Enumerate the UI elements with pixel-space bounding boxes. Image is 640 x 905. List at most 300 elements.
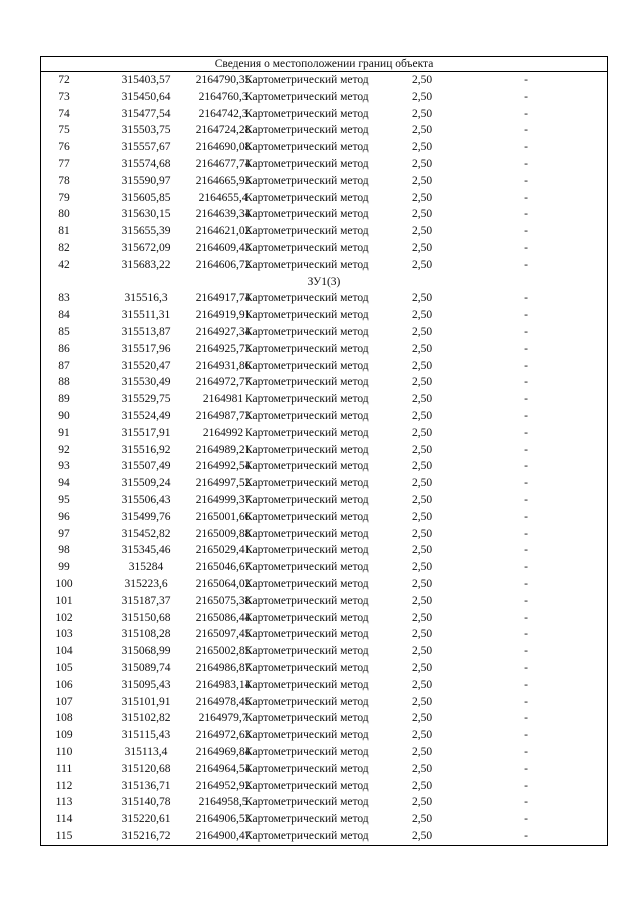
precision: 2,50 — [411, 544, 433, 557]
coord-x: 315101,91 — [121, 695, 171, 708]
coord-y: 2164925,73 — [195, 342, 251, 355]
table-row — [41, 341, 607, 358]
precision: 2,50 — [411, 225, 433, 238]
coord-y: 2165097,45 — [195, 628, 251, 641]
coord-x: 315120,68 — [121, 762, 171, 775]
coord-y: 2164917,74 — [195, 292, 251, 305]
point-number: 109 — [55, 729, 73, 742]
precision: 2,50 — [411, 746, 433, 758]
coord-x: 315150,68 — [121, 611, 171, 624]
coord-y: 2164964,54 — [195, 762, 251, 775]
description: - — [524, 746, 528, 758]
coord-x: 315506,43 — [121, 494, 171, 506]
description: - — [524, 678, 528, 691]
method: Картометрический метод — [245, 393, 369, 406]
table-row — [41, 240, 607, 257]
table-row — [41, 425, 607, 442]
precision: 2,50 — [411, 258, 433, 271]
table-row — [41, 811, 607, 828]
coord-x: 315683,22 — [121, 258, 171, 271]
precision: 2,50 — [411, 342, 433, 355]
precision: 2,50 — [411, 796, 433, 809]
point-number: 108 — [55, 712, 73, 725]
coord-x: 315187,37 — [121, 594, 171, 607]
coord-y: 2165046,67 — [195, 561, 251, 574]
precision: 2,50 — [411, 779, 433, 792]
method: Картометрический метод — [245, 527, 369, 540]
point-number: 84 — [58, 309, 70, 322]
precision: 2,50 — [411, 712, 433, 725]
point-number: 95 — [58, 494, 70, 506]
coord-y: 2164987,73 — [195, 410, 251, 422]
point-number: 81 — [58, 225, 70, 238]
method: Картометрический метод — [245, 561, 369, 574]
coord-y: 2164983,14 — [195, 678, 251, 691]
method: Картометрический метод — [245, 90, 369, 103]
description: - — [524, 443, 528, 456]
precision: 2,50 — [411, 326, 433, 338]
point-number: 76 — [58, 141, 70, 154]
description: - — [524, 342, 528, 355]
point-number: 97 — [58, 527, 70, 540]
point-number: 77 — [58, 158, 70, 170]
point-number: 79 — [58, 191, 70, 204]
coord-x: 315403,57 — [121, 74, 171, 86]
method: Картометрический метод — [245, 510, 369, 523]
coord-x: 315284 — [128, 561, 164, 574]
description: - — [524, 611, 528, 624]
method: Картометрический метод — [245, 460, 369, 473]
coord-x: 315095,43 — [121, 678, 171, 691]
description: - — [524, 326, 528, 338]
coord-y: 2164981 — [202, 393, 244, 406]
coord-y: 2164677,74 — [195, 158, 251, 170]
precision: 2,50 — [411, 208, 433, 221]
precision: 2,50 — [411, 729, 433, 742]
point-number: 89 — [58, 393, 70, 406]
description: - — [524, 645, 528, 658]
point-number: 110 — [55, 746, 73, 758]
description: - — [524, 729, 528, 742]
point-number: 86 — [58, 342, 70, 355]
precision: 2,50 — [411, 594, 433, 607]
precision: 2,50 — [411, 611, 433, 624]
method: Картометрический метод — [245, 662, 369, 674]
description: - — [524, 158, 528, 170]
coord-x: 315503,75 — [121, 124, 171, 137]
method: Картометрический метод — [245, 477, 369, 490]
coord-y: 2164790,35 — [195, 74, 251, 86]
description: - — [524, 510, 528, 523]
precision: 2,50 — [411, 309, 433, 322]
coord-y: 2164927,34 — [195, 326, 251, 338]
coord-x: 315517,96 — [121, 342, 171, 355]
precision: 2,50 — [411, 376, 433, 389]
table-row — [41, 610, 607, 627]
coord-x: 315590,97 — [121, 174, 171, 187]
coord-y: 2164690,08 — [195, 141, 251, 154]
precision: 2,50 — [411, 242, 433, 254]
point-number: 98 — [58, 544, 70, 557]
coord-x: 315140,78 — [121, 796, 171, 809]
description: - — [524, 208, 528, 221]
method: Картометрический метод — [245, 678, 369, 691]
precision: 2,50 — [411, 74, 433, 86]
table-row — [41, 257, 607, 274]
table-row — [41, 559, 607, 576]
table-row — [41, 710, 607, 727]
point-number: 99 — [58, 561, 70, 574]
method: Картометрический метод — [245, 544, 369, 557]
table-row — [41, 526, 607, 543]
description: - — [524, 628, 528, 641]
coord-x: 315655,39 — [121, 225, 171, 238]
table-title: Сведения о местоположении границ объекта — [41, 56, 607, 72]
method: Картометрический метод — [245, 611, 369, 624]
method: Картометрический метод — [245, 594, 369, 607]
point-number: 72 — [58, 74, 70, 86]
coord-y: 2164969,84 — [195, 746, 251, 758]
table-row — [41, 761, 607, 778]
coord-y: 2164606,72 — [195, 258, 251, 271]
description: - — [524, 426, 528, 439]
coord-x: 315477,54 — [121, 107, 171, 120]
description: - — [524, 376, 528, 389]
coord-x: 315520,47 — [121, 359, 171, 372]
point-number: 113 — [55, 796, 73, 809]
coord-y: 2165029,41 — [195, 544, 251, 557]
description: - — [524, 359, 528, 372]
point-number: 87 — [58, 359, 70, 372]
point-number: 105 — [55, 662, 73, 674]
coord-x: 315513,87 — [121, 326, 171, 338]
coord-y: 2164972,77 — [195, 376, 251, 389]
point-number: 88 — [58, 376, 70, 389]
coord-x: 315605,85 — [121, 191, 171, 204]
point-number: 100 — [55, 578, 73, 590]
table-row — [41, 408, 607, 425]
table-row — [41, 324, 607, 341]
point-number: 93 — [58, 460, 70, 473]
description: - — [524, 594, 528, 607]
coord-y: 2164919,91 — [195, 309, 251, 322]
description: - — [524, 258, 528, 271]
coord-x: 315574,68 — [121, 158, 171, 170]
coord-y: 2165086,44 — [195, 611, 251, 624]
coord-x: 315216,72 — [121, 830, 171, 842]
method: Картометрический метод — [245, 426, 369, 439]
coord-y: 2164906,53 — [195, 813, 251, 826]
description: - — [524, 695, 528, 708]
precision: 2,50 — [411, 510, 433, 523]
description: - — [524, 712, 528, 725]
point-number: 112 — [55, 779, 73, 792]
coord-y: 2164958,5 — [198, 796, 248, 809]
point-number: 75 — [58, 124, 70, 137]
precision: 2,50 — [411, 393, 433, 406]
description: - — [524, 124, 528, 137]
point-number: 102 — [55, 611, 73, 624]
coord-x: 315089,74 — [121, 662, 171, 674]
coord-x: 315068,99 — [121, 645, 171, 658]
table-row — [41, 374, 607, 391]
description: - — [524, 191, 528, 204]
coord-y: 2165002,85 — [195, 645, 251, 658]
point-number: 78 — [58, 174, 70, 187]
method: Картометрический метод — [245, 762, 369, 775]
table-row — [41, 542, 607, 559]
method: Картометрический метод — [245, 292, 369, 305]
method: Картометрический метод — [245, 158, 369, 170]
coord-x: 315108,28 — [121, 628, 171, 641]
precision: 2,50 — [411, 662, 433, 674]
table-row — [41, 576, 607, 593]
coord-y: 2164760,3 — [198, 90, 248, 103]
table-row — [41, 139, 607, 156]
table-row — [41, 156, 607, 173]
coord-y: 2165064,02 — [195, 578, 251, 590]
coord-y: 2164979,7 — [198, 712, 248, 725]
coord-x: 315517,91 — [121, 426, 171, 439]
precision: 2,50 — [411, 124, 433, 137]
point-number: 90 — [58, 410, 70, 422]
point-number: 73 — [58, 90, 70, 103]
table-row — [41, 442, 607, 459]
coord-x: 315102,82 — [121, 712, 171, 725]
description: - — [524, 174, 528, 187]
point-number: 115 — [55, 830, 73, 842]
coord-y: 2164609,43 — [195, 242, 251, 254]
table-row — [41, 206, 607, 223]
table-row — [41, 458, 607, 475]
method: Картометрический метод — [245, 208, 369, 221]
precision: 2,50 — [411, 410, 433, 422]
table-row — [41, 694, 607, 711]
description: - — [524, 796, 528, 809]
precision: 2,50 — [411, 359, 433, 372]
table-row — [41, 307, 607, 324]
description: - — [524, 309, 528, 322]
precision: 2,50 — [411, 477, 433, 490]
method: Картометрический метод — [245, 174, 369, 187]
point-number: 42 — [58, 258, 70, 271]
coord-y: 2164999,37 — [195, 494, 251, 506]
method: Картометрический метод — [245, 141, 369, 154]
description: - — [524, 410, 528, 422]
coord-y: 2164931,86 — [195, 359, 251, 372]
description: - — [524, 107, 528, 120]
description: - — [524, 544, 528, 557]
description: - — [524, 830, 528, 842]
coord-x: 315529,75 — [121, 393, 171, 406]
coord-y: 2164989,21 — [195, 443, 251, 456]
point-number: 91 — [58, 426, 70, 439]
table-row — [41, 290, 607, 307]
description: - — [524, 477, 528, 490]
coord-y: 2164655,4 — [198, 191, 248, 204]
method: Картометрический метод — [245, 74, 369, 86]
point-number: 101 — [55, 594, 73, 607]
precision: 2,50 — [411, 443, 433, 456]
precision: 2,50 — [411, 527, 433, 540]
table-row — [41, 475, 607, 492]
table-row — [41, 794, 607, 811]
table-row — [41, 593, 607, 610]
description: - — [524, 393, 528, 406]
precision: 2,50 — [411, 578, 433, 590]
table-row — [41, 173, 607, 190]
description: - — [524, 813, 528, 826]
coord-y: 2164724,28 — [195, 124, 251, 137]
coord-x: 315672,09 — [121, 242, 171, 254]
precision: 2,50 — [411, 762, 433, 775]
precision: 2,50 — [411, 645, 433, 658]
precision: 2,50 — [411, 107, 433, 120]
table-row — [41, 72, 607, 89]
table-row — [41, 509, 607, 526]
coord-y: 2165001,66 — [195, 510, 251, 523]
precision: 2,50 — [411, 494, 433, 506]
precision: 2,50 — [411, 830, 433, 842]
method: Картометрический метод — [245, 225, 369, 238]
coord-y: 2164952,92 — [195, 779, 251, 792]
table-row — [41, 106, 607, 123]
coord-x: 315113,4 — [124, 746, 168, 758]
method: Картометрический метод — [245, 376, 369, 389]
coord-x: 315220,61 — [121, 813, 171, 826]
method: Картометрический метод — [245, 712, 369, 725]
method: Картометрический метод — [245, 813, 369, 826]
coord-y: 2164639,34 — [195, 208, 251, 221]
coord-x: 315516,3 — [124, 292, 168, 305]
point-number: 114 — [55, 813, 73, 826]
description: - — [524, 74, 528, 86]
table-row — [41, 122, 607, 139]
method: Картометрический метод — [245, 779, 369, 792]
coord-y: 2164621,02 — [195, 225, 251, 238]
coord-x: 315516,92 — [121, 443, 171, 456]
coord-y: 2164900,47 — [195, 830, 251, 842]
point-number: 80 — [58, 208, 70, 221]
table-row — [41, 391, 607, 408]
table-row — [41, 492, 607, 509]
precision: 2,50 — [411, 158, 433, 170]
method: Картометрический метод — [245, 443, 369, 456]
table-row — [41, 358, 607, 375]
precision: 2,50 — [411, 191, 433, 204]
point-number: 104 — [55, 645, 73, 658]
table-row — [41, 89, 607, 106]
table-row — [41, 660, 607, 677]
precision: 2,50 — [411, 460, 433, 473]
coord-y: 2164978,45 — [195, 695, 251, 708]
method: Картометрический метод — [245, 359, 369, 372]
coord-y: 2164997,52 — [195, 477, 251, 490]
precision: 2,50 — [411, 292, 433, 305]
description: - — [524, 662, 528, 674]
point-number: 94 — [58, 477, 70, 490]
point-number: 74 — [58, 107, 70, 120]
description: - — [524, 578, 528, 590]
section-label: ЗУ1(3) — [307, 275, 341, 288]
method: Картометрический метод — [245, 309, 369, 322]
precision: 2,50 — [411, 678, 433, 691]
coord-x: 315530,49 — [121, 376, 171, 389]
method: Картометрический метод — [245, 796, 369, 809]
description: - — [524, 242, 528, 254]
precision: 2,50 — [411, 628, 433, 641]
method: Картометрический метод — [245, 258, 369, 271]
method: Картометрический метод — [245, 242, 369, 254]
table-row — [41, 727, 607, 744]
table-row — [41, 744, 607, 761]
precision: 2,50 — [411, 174, 433, 187]
coord-x: 315509,24 — [121, 477, 171, 490]
coord-y: 2164742,3 — [198, 107, 248, 120]
coord-x: 315136,71 — [121, 779, 171, 792]
coord-x: 315507,49 — [121, 460, 171, 473]
coord-x: 315630,15 — [121, 208, 171, 221]
method: Картометрический метод — [245, 645, 369, 658]
coord-y: 2164972,63 — [195, 729, 251, 742]
point-number: 82 — [58, 242, 70, 254]
coord-x: 315557,67 — [121, 141, 171, 154]
coord-x: 315524,49 — [121, 410, 171, 422]
method: Картометрический метод — [245, 124, 369, 137]
point-number: 106 — [55, 678, 73, 691]
coordinates-table — [40, 56, 608, 846]
point-number: 111 — [55, 762, 73, 775]
coord-x: 315115,43 — [121, 729, 171, 742]
precision: 2,50 — [411, 561, 433, 574]
precision: 2,50 — [411, 426, 433, 439]
method: Картометрический метод — [245, 342, 369, 355]
method: Картометрический метод — [245, 695, 369, 708]
coord-x: 315499,76 — [121, 510, 171, 523]
description: - — [524, 141, 528, 154]
table-row — [41, 643, 607, 660]
description: - — [524, 527, 528, 540]
point-number: 103 — [55, 628, 73, 641]
description: - — [524, 561, 528, 574]
method: Картометрический метод — [245, 578, 369, 590]
point-number: 107 — [55, 695, 73, 708]
precision: 2,50 — [411, 813, 433, 826]
method: Картометрический метод — [245, 191, 369, 204]
description: - — [524, 90, 528, 103]
method: Картометрический метод — [245, 107, 369, 120]
coord-y: 2165075,38 — [195, 594, 251, 607]
coord-y: 2164986,87 — [195, 662, 251, 674]
coord-x: 315452,82 — [121, 527, 171, 540]
method: Картометрический метод — [245, 494, 369, 506]
coord-y: 2164992 — [202, 426, 244, 439]
description: - — [524, 779, 528, 792]
table-row — [41, 626, 607, 643]
table-row — [41, 190, 607, 207]
coord-x: 315345,46 — [121, 544, 171, 557]
table-row — [41, 677, 607, 694]
coord-x: 315450,64 — [121, 90, 171, 103]
description: - — [524, 494, 528, 506]
coord-x: 315223,6 — [124, 578, 168, 590]
coord-y: 2164665,93 — [195, 174, 251, 187]
precision: 2,50 — [411, 90, 433, 103]
point-number: 85 — [58, 326, 70, 338]
point-number: 92 — [58, 443, 70, 456]
point-number: 96 — [58, 510, 70, 523]
method: Картометрический метод — [245, 729, 369, 742]
